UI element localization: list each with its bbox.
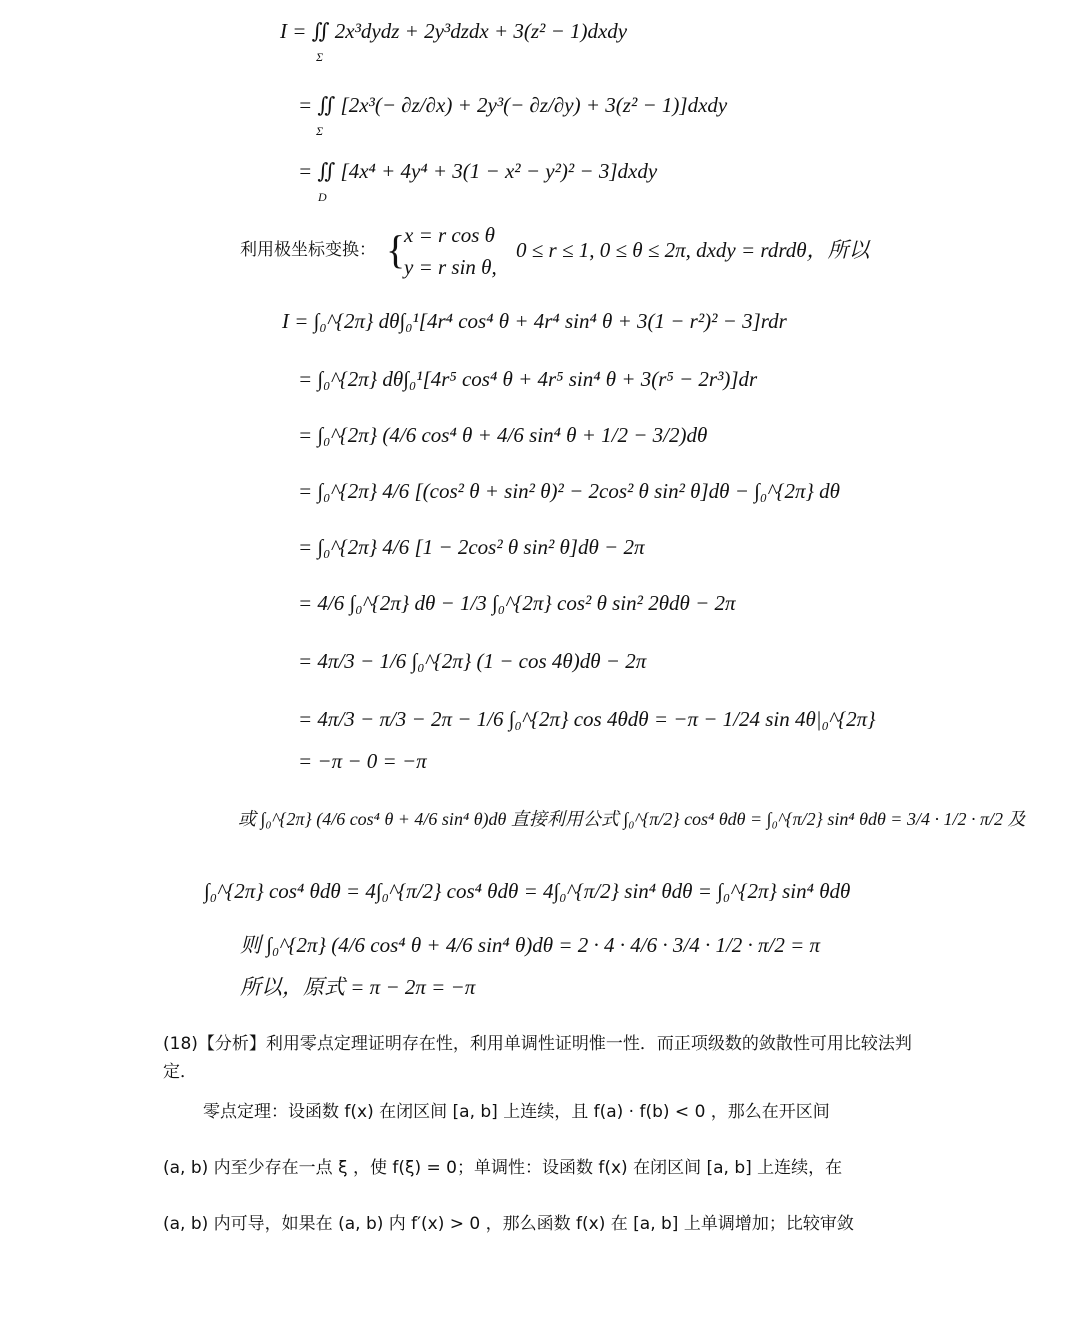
polar-y: y = r sin θ, [404, 255, 497, 279]
formula-line-3: = ∬ [4x⁴ + 4y⁴ + 3(1 − x² − y²)² − 3]dxdy [298, 159, 658, 183]
monotonicity-line: (a, b) 内至少存在一点 ξ ，使 f(ξ) = 0；单调性：设函数 f(x) 在闭区间 [a, b] 上连续，在 [163, 1158, 843, 1178]
integral-line-4: = ∫₀^{2π} 4/6 [(cos² θ + sin² θ)² − 2cos² θ sin² θ]dθ − ∫₀^{2π} dθ [298, 479, 840, 503]
integral-line-7: = 4π/3 − 1/6 ∫₀^{2π} (1 − cos 4θ)dθ − 2π [298, 649, 647, 673]
formula-line-1: I = ∬ 2x³dydz + 2y³dzdx + 3(z² − 1)dxdy [280, 19, 628, 43]
alternative-line-3: 则 ∫₀^{2π} (4/6 cos⁴ θ + 4/6 sin⁴ θ)dθ = 2 · 4 · 4/6 · 3/4 · 1/2 · π/2 = π [240, 933, 821, 957]
integral-subscript-sigma-2: Σ [316, 124, 324, 138]
integral-subscript-sigma: Σ [316, 50, 324, 64]
integral-line-5: = ∫₀^{2π} 4/6 [1 − 2cos² θ sin² θ]dθ − 2π [298, 535, 645, 559]
formula-line-2: = ∬ [2x³(− ∂z/∂x) + 2y³(− ∂z/∂y) + 3(z² − 1)]dxdy [298, 93, 728, 117]
polar-x: x = r cos θ [404, 223, 495, 247]
brace: { [386, 227, 406, 272]
integral-line-1: I = ∫₀^{2π} dθ∫₀¹[4r⁴ cos⁴ θ + 4r⁴ sin⁴ θ + 3(1 − r²)² − 3]rdr [282, 309, 787, 333]
zero-theorem-line: 零点定理：设函数 f(x) 在闭区间 [a, b] 上连续，且 f(a) · f(b) < 0 ，那么在开区间 [203, 1102, 830, 1122]
integral-line-6: = 4/6 ∫₀^{2π} dθ − 1/3 ∫₀^{2π} cos² θ sin² 2θdθ − 2π [298, 591, 736, 615]
comparison-line: (a, b) 内可导，如果在 (a, b) 内 f′(x) > 0 ，那么函数 f(x) 在 [a, b] 上单调增加；比较审敛 [163, 1214, 854, 1234]
polar-range: 0 ≤ r ≤ 1, 0 ≤ θ ≤ 2π, dxdy = rdrdθ，所以 [516, 238, 870, 262]
alternative-line-4: 所以，原式 = π − 2π = −π [240, 975, 476, 999]
problem-18-analysis: (18)【分析】利用零点定理证明存在性，利用单调性证明惟一性．而正项级数的敛散性可用比较法判定． [163, 1034, 912, 1082]
alternative-line-2: ∫₀^{2π} cos⁴ θdθ = 4∫₀^{π/2} cos⁴ θdθ = 4∫₀^{π/2} sin⁴ θdθ = ∫₀^{2π} sin⁴ θdθ [204, 879, 851, 903]
integral-line-9: = −π − 0 = −π [298, 749, 427, 773]
alternative-line-1: 或 ∫₀^{2π} (4/6 cos⁴ θ + 4/6 sin⁴ θ)dθ 直接利用公式 ∫₀^{π/2} cos⁴ θdθ = ∫₀^{π/2} sin⁴ θdθ = 3/4 · 1/2 · π/2 及 [238, 809, 1026, 829]
integral-subscript-d: D [318, 190, 327, 204]
polar-label: 利用极坐标变换： [240, 240, 376, 260]
integral-line-8: = 4π/3 − π/3 − 2π − 1/6 ∫₀^{2π} cos 4θdθ = −π − 1/24 sin 4θ|₀^{2π} [298, 707, 876, 731]
integral-line-3: = ∫₀^{2π} (4/6 cos⁴ θ + 4/6 sin⁴ θ + 1/2 − 3/2)dθ [298, 423, 708, 447]
integral-line-2: = ∫₀^{2π} dθ∫₀¹[4r⁵ cos⁴ θ + 4r⁵ sin⁴ θ + 3(r⁵ − 2r³)]dr [298, 367, 758, 391]
